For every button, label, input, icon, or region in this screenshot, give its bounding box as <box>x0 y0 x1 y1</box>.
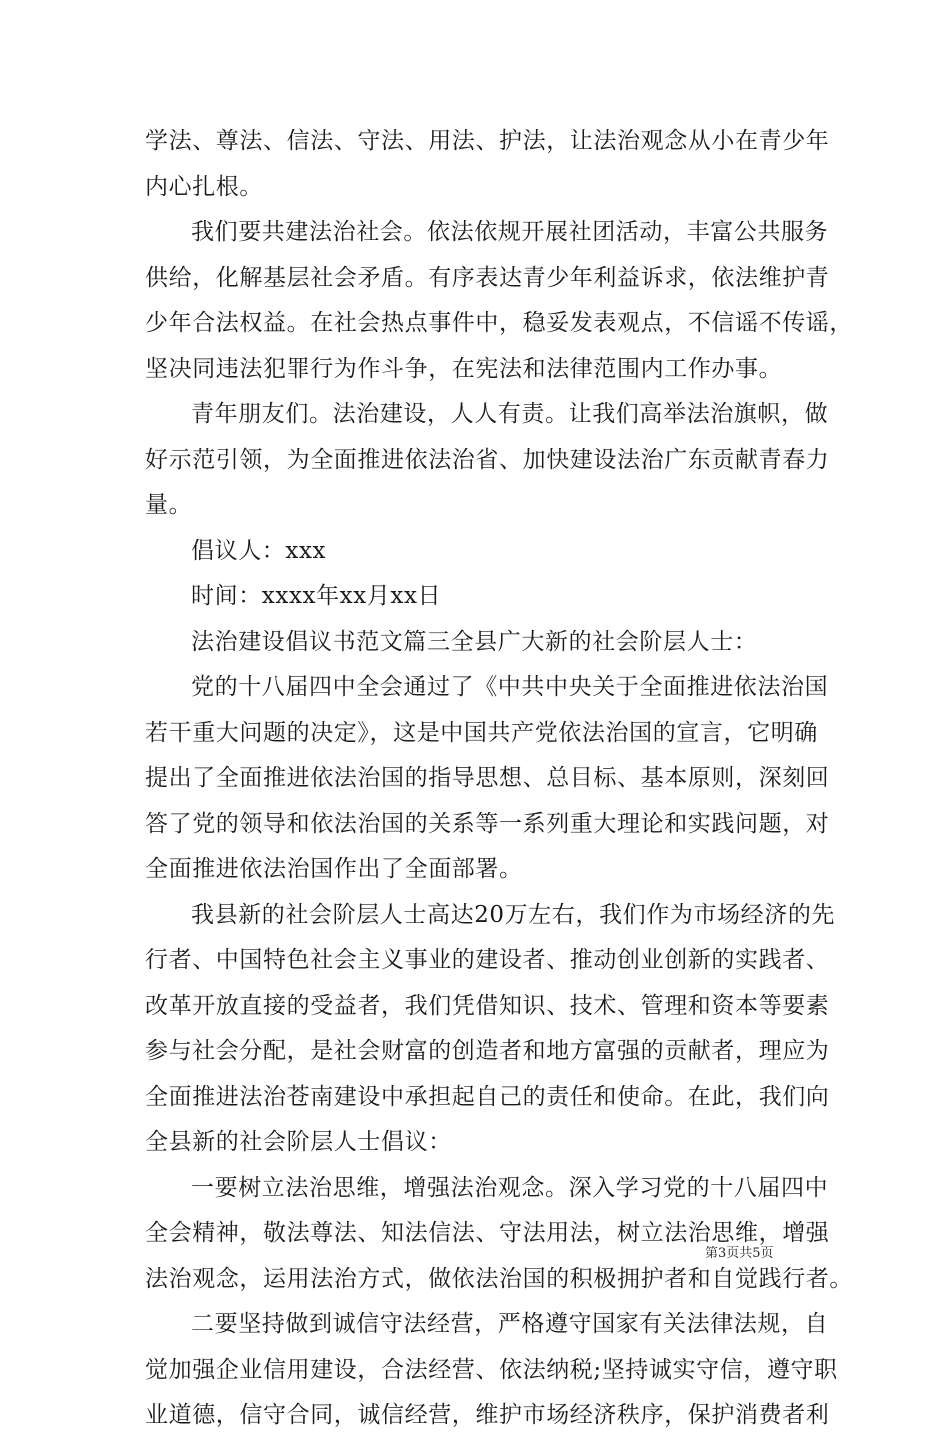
text-line: 党的十八届四中全会通过了《中共中央关于全面推进依法治国 <box>191 674 829 700</box>
text-line: 改革开放直接的受益者，我们凭借知识、技术、管理和资本等要素 <box>145 992 830 1019</box>
text-line: 我们要共建法治社会。依法依规开展社团活动，丰富公共服务 <box>191 219 829 245</box>
text-line: 全面推进依法治国作出了全面部署。 <box>145 856 523 882</box>
text-line: 二要坚持做到诚信守法经营，严格遵守国家有关法律法规，自 <box>191 1311 829 1337</box>
text-line: 少年合法权益。在社会热点事件中，稳妥发表观点，不信谣不传谣， <box>145 310 853 336</box>
text-line: 答了党的领导和依法治国的关系等一系列重大理论和实践问题，对 <box>145 810 830 837</box>
text-line: 我县新的社会阶层人士高达20万左右，我们作为市场经济的先 <box>191 901 836 928</box>
text-line: 参与社会分配，是社会财富的创造者和地方富强的贡献者，理应为 <box>145 1038 830 1064</box>
text-line: 内心扎根。 <box>145 173 263 200</box>
text-line: 全会精神，敬法尊法、知法信法、守法用法，树立法治思维，增强 <box>145 1220 830 1246</box>
text-line: 供给，化解基层社会矛盾。有序表达青少年利益诉求，依法维护青 <box>145 264 830 291</box>
page-number: 第3页共5页 <box>705 1246 774 1261</box>
text-line: 提出了全面推进依法治国的指导思想、总目标、基本原则，深刻回 <box>145 765 830 791</box>
text-line: 行者、中国特色社会主义事业的建设者、推动创业创新的实践者、 <box>145 947 830 973</box>
text-line: 一要树立法治思维，增强法治观念。深入学习党的十八届四中 <box>191 1174 829 1201</box>
text-line: 坚决同违法犯罪行为作斗争，在宪法和法律范围内工作办事。 <box>145 355 783 382</box>
section-heading: 法治建设倡议书范文篇三全县广大新的社会阶层人士： <box>191 628 758 655</box>
text-line: 青年朋友们。法治建设，人人有责。让我们高举法治旗帜，做 <box>191 401 829 427</box>
text-line: 业道德，信守合同，诚信经营，维护市场经济秩序，保护消费者利 <box>145 1402 830 1428</box>
initiator-line: 倡议人：xxx <box>191 537 327 564</box>
text-line: 学法、尊法、信法、守法、用法、护法，让法治观念从小在青少年 <box>145 128 830 154</box>
text-line: 觉加强企业信用建设，合法经营、依法纳税;坚持诚实守信，遵守职 <box>145 1356 838 1383</box>
text-line: 全面推进法治苍南建设中承担起自己的责任和使命。在此，我们向 <box>145 1083 830 1110</box>
text-line: 法治观念，运用法治方式，做依法治国的积极拥护者和自觉践行者。 <box>145 1265 853 1292</box>
text-line: 量。 <box>145 492 193 518</box>
text-line: 好示范引领，为全面推进依法治省、加快建设法治广东贡献青春力 <box>145 446 830 473</box>
text-line: 若干重大问题的决定》，这是中国共产党依法治国的宣言，它明确 <box>145 719 818 746</box>
document-body <box>145 119 853 1439</box>
text-line: 全县新的社会阶层人士倡议： <box>145 1129 452 1155</box>
date-line: 时间：xxxx年xx月xx日 <box>191 583 442 609</box>
